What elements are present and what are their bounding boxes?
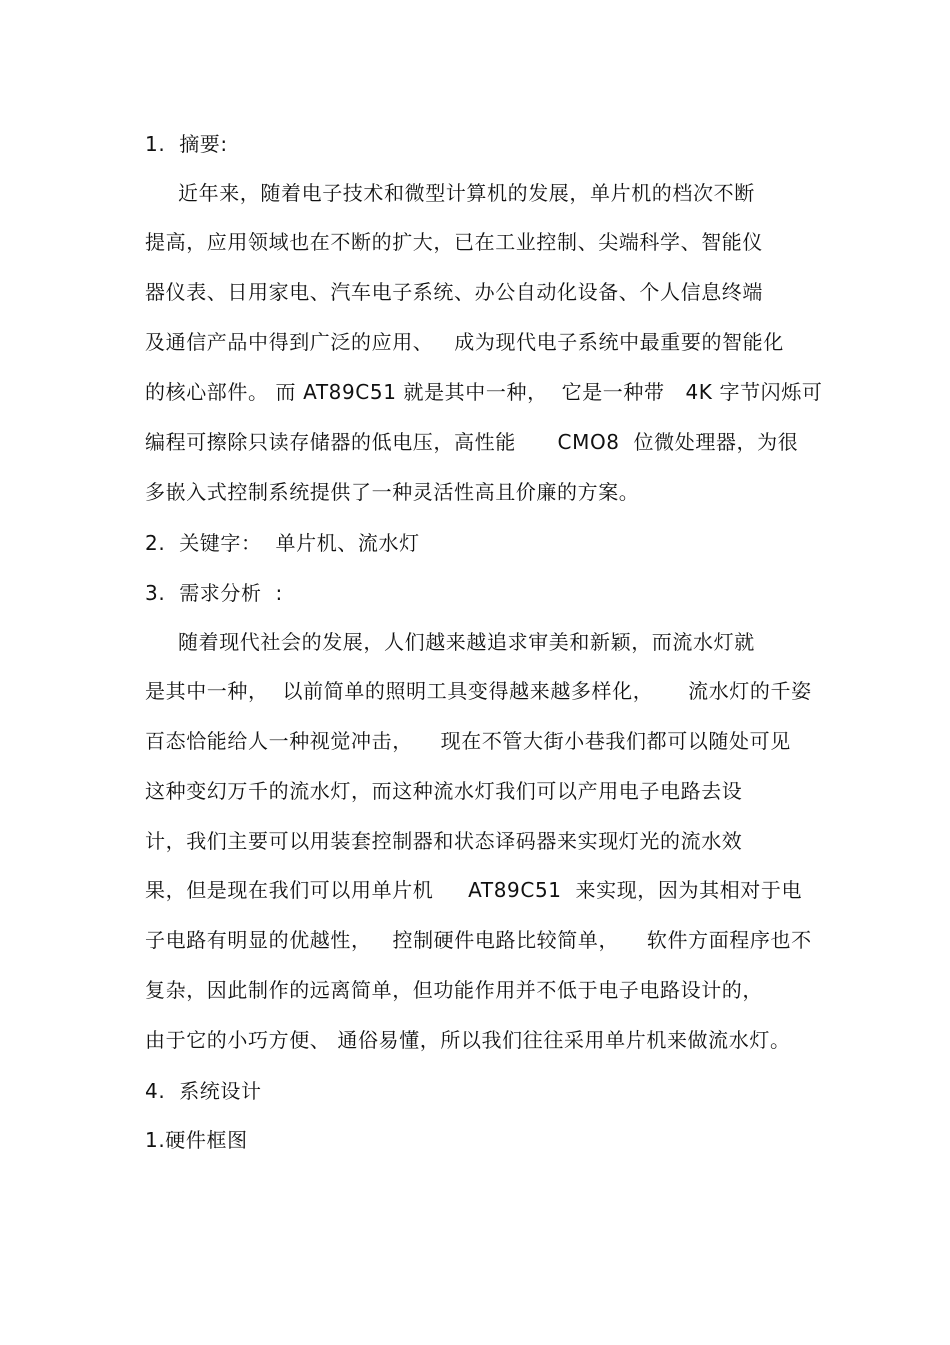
analysis-line-5: 计，我们主要可以用装套控制器和状态译码器来实现灯光的流水效 <box>145 829 743 853</box>
abstract-line-3: 器仪表、日用家电、汽车电子系统、办公自动化设备、个人信息终端 <box>145 280 763 304</box>
analysis-line-2: 是其中一种， 以前简单的照明工具变得越来越多样化， 流水灯的千姿 <box>145 679 812 703</box>
abstract-line-7: 多嵌入式控制系统提供了一种灵活性高且价廉的方案。 <box>145 480 640 504</box>
section-1-heading: 1. 摘要: <box>145 132 228 156</box>
hardware-diagram-subheading: 1.硬件框图 <box>145 1128 248 1152</box>
abstract-line-4: 及通信产品中得到广泛的应用、 成为现代电子系统中最重要的智能化 <box>145 330 784 354</box>
analysis-line-9: 由于它的小巧方便、 通俗易懂，所以我们往往采用单片机来做流水灯。 <box>145 1028 791 1052</box>
analysis-line-3: 百态恰能给人一种视觉冲击， 现在不管大街小巷我们都可以随处可见 <box>145 729 791 753</box>
analysis-line-1: 随着现代社会的发展，人们越来越追求审美和新颖，而流水灯就 <box>178 630 755 654</box>
abstract-line-2: 提高，应用领域也在不断的扩大，已在工业控制、尖端科学、智能仪 <box>145 230 763 254</box>
abstract-line-5: 的核心部件。 而 AT89C51 就是其中一种， 它是一种带 4K 字节闪烁可 <box>145 380 823 404</box>
abstract-line-1: 近年来，随着电子技术和微型计算机的发展，单片机的档次不断 <box>178 181 755 205</box>
section-2-heading: 2. 关键字： 单片机、流水灯 <box>145 531 420 555</box>
section-3-heading: 3. 需求分析 : <box>145 581 283 605</box>
analysis-line-6: 果，但是现在我们可以用单片机 AT89C51 来实现，因为其相对于电 <box>145 878 803 902</box>
analysis-line-4: 这种变幻万千的流水灯，而这种流水灯我们可以产用电子电路去设 <box>145 779 743 803</box>
analysis-line-7: 子电路有明显的优越性， 控制硬件电路比较简单， 软件方面程序也不 <box>145 928 812 952</box>
analysis-line-8: 复杂，因此制作的远离简单，但功能作用并不低于电子电路设计的， <box>145 978 763 1002</box>
abstract-line-6: 编程可擦除只读存储器的低电压，高性能 CMO8 位微处理器，为很 <box>145 430 799 454</box>
section-4-heading: 4. 系统设计 <box>145 1079 262 1103</box>
